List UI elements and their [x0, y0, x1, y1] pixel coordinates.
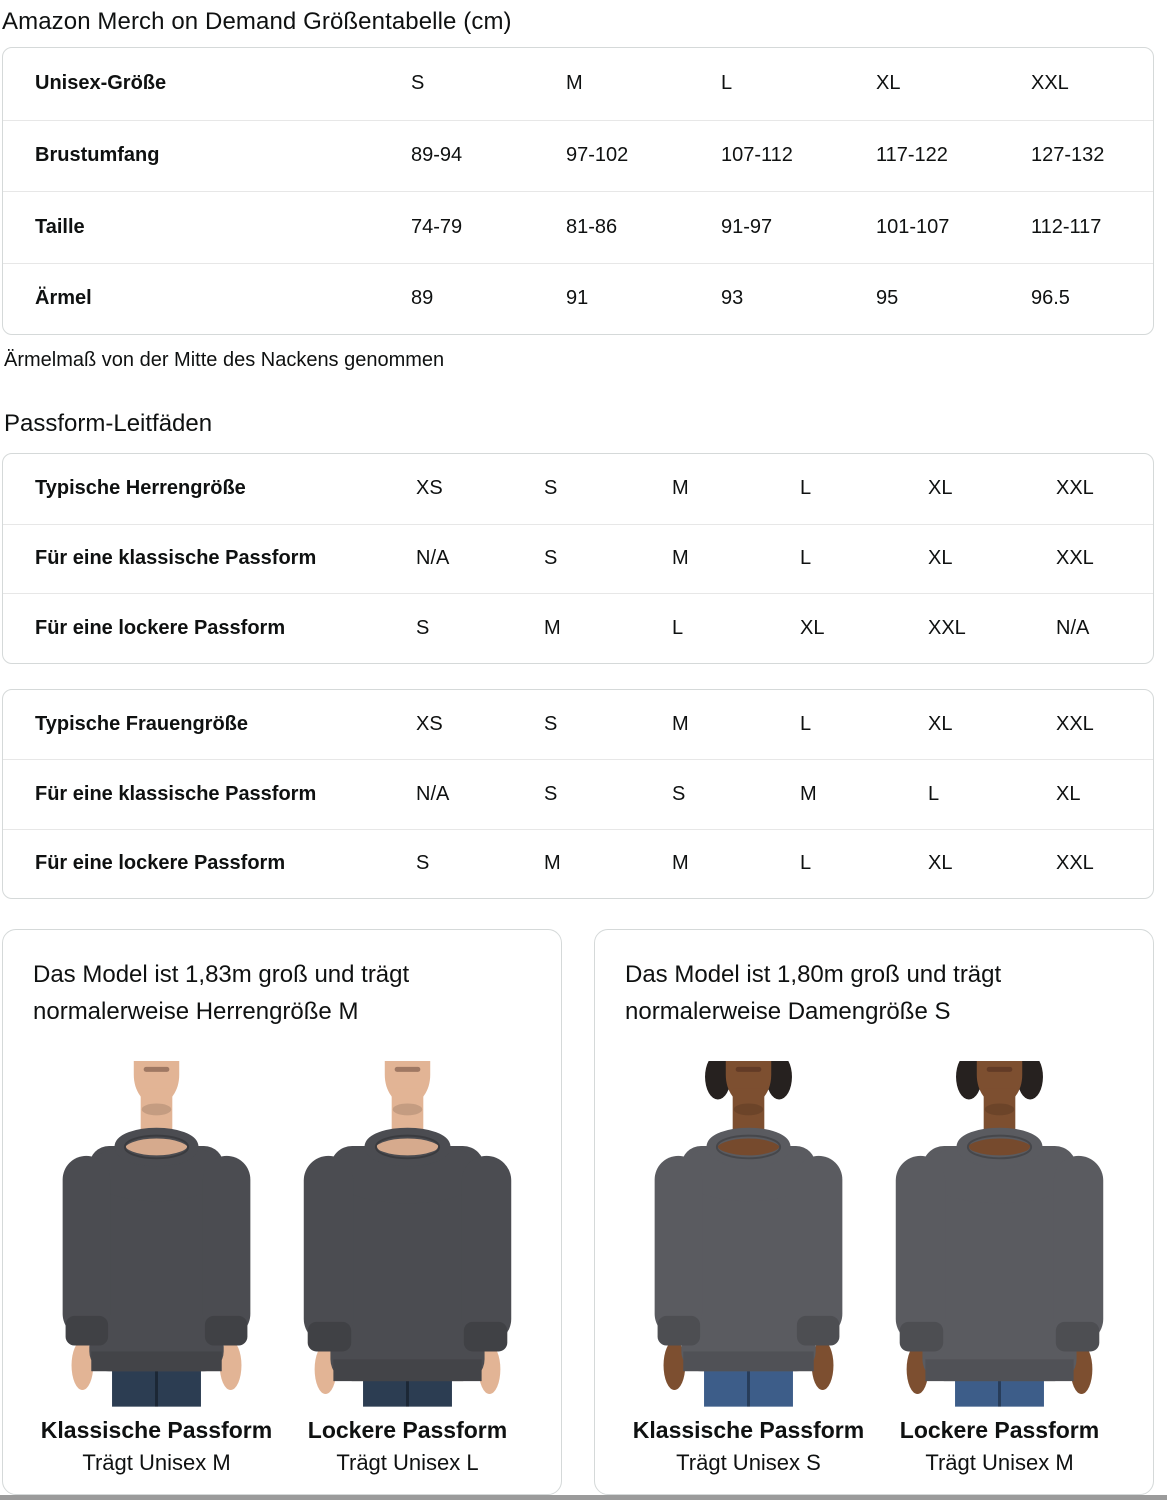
size-cell: M: [672, 852, 689, 875]
size-cell: XXL: [1056, 712, 1094, 735]
table-row: [3, 524, 1153, 594]
size-cell: N/A: [416, 782, 450, 805]
size-cell: 89: [411, 287, 434, 310]
figures-row: [625, 1048, 1123, 1476]
size-cell: 127-132: [1031, 144, 1105, 167]
size-cell: M: [672, 547, 689, 570]
row-label: Für eine klassische Passform: [35, 782, 317, 805]
size-cell: L: [672, 616, 684, 639]
figure-classic-fit: [33, 1048, 280, 1476]
size-cell: XL: [1056, 782, 1081, 805]
size-cell: L: [800, 477, 812, 500]
female-model-classic-photo: [625, 1061, 872, 1407]
row-label: Taille: [35, 215, 85, 238]
size-cell: 96.5: [1031, 287, 1070, 310]
size-cell: 91-97: [721, 215, 773, 238]
model-card-women: [594, 929, 1154, 1495]
figure-classic-fit: [625, 1048, 872, 1476]
size-cell: L: [800, 852, 812, 875]
table-row: [3, 120, 1153, 192]
size-cell: 95: [876, 287, 899, 310]
size-cell: M: [800, 782, 817, 805]
fit-table-women: [2, 689, 1154, 900]
size-cell: L: [928, 782, 940, 805]
size-cell: 74-79: [411, 215, 463, 238]
size-cell: S: [544, 712, 558, 735]
size-cell: S: [672, 782, 686, 805]
size-cell: XS: [416, 712, 443, 735]
fit-name: Lockere Passform: [307, 1417, 508, 1443]
size-cell: N/A: [416, 547, 450, 570]
row-label: Unisex-Größe: [35, 72, 167, 95]
sizing-note: Ärmelmaß von der Mitte des Nackens genommen: [4, 349, 445, 371]
size-cell: XXL: [1056, 477, 1094, 500]
size-cell: XL: [928, 852, 953, 875]
fit-size: Trägt Unisex M: [925, 1450, 1074, 1475]
size-cell: XXL: [1031, 72, 1069, 95]
fit-name: Klassische Passform: [632, 1417, 865, 1443]
size-cell: 97-102: [566, 144, 629, 167]
model-description: Das Model ist 1,83m groß und trägt normalerweise Herrengröße M: [33, 961, 410, 1025]
page-bottom-divider: [0, 1495, 1167, 1500]
size-cell: S: [544, 477, 558, 500]
size-cell: XL: [876, 72, 901, 95]
row-label: Typische Herrengröße: [35, 477, 246, 500]
size-cell: L: [800, 547, 812, 570]
male-model-loose-photo: [284, 1061, 531, 1407]
size-cell: M: [672, 477, 689, 500]
size-cell: 89-94: [411, 144, 463, 167]
fit-size: Trägt Unisex S: [676, 1450, 821, 1475]
size-cell: S: [416, 616, 430, 639]
size-cell: M: [672, 712, 689, 735]
model-card-men: [2, 929, 562, 1495]
table-row: [3, 690, 1153, 760]
row-label: Für eine lockere Passform: [35, 616, 286, 639]
table-row: [3, 593, 1153, 663]
size-cell: 91: [566, 287, 589, 310]
size-cell: S: [411, 72, 425, 95]
table-row: [3, 263, 1153, 335]
page-title: Amazon Merch on Demand Größentabelle (cm): [2, 8, 512, 35]
size-cell: XL: [928, 712, 953, 735]
size-cell: S: [416, 852, 430, 875]
fit-size: Trägt Unisex M: [82, 1450, 231, 1475]
size-cell: 101-107: [876, 215, 950, 238]
size-cell: M: [566, 72, 583, 95]
size-cell: N/A: [1056, 616, 1090, 639]
size-cell: XXL: [1056, 852, 1094, 875]
male-model-classic-photo: [33, 1061, 280, 1407]
figure-loose-fit: [284, 1048, 531, 1476]
row-label: Typische Frauengröße: [35, 712, 249, 735]
row-label: Brustumfang: [35, 144, 160, 167]
size-cell: XL: [800, 616, 825, 639]
table-row: [3, 829, 1153, 899]
row-label: Für eine klassische Passform: [35, 547, 317, 570]
fit-guides-heading: Passform-Leitfäden: [4, 410, 213, 437]
size-cell: L: [721, 72, 733, 95]
size-cell: 81-86: [566, 215, 618, 238]
size-cell: M: [544, 852, 561, 875]
fit-table-men: [2, 453, 1154, 664]
size-cell: S: [544, 782, 558, 805]
size-cell: XL: [928, 477, 953, 500]
table-row: [3, 48, 1153, 120]
row-label: Für eine lockere Passform: [35, 852, 286, 875]
size-cell: M: [544, 616, 561, 639]
size-cell: 107-112: [721, 144, 793, 167]
size-cell: 112-117: [1031, 215, 1102, 238]
figures-row: [33, 1048, 531, 1476]
size-cell: XS: [416, 477, 443, 500]
model-cards: [2, 929, 1154, 1495]
figure-loose-fit: [876, 1048, 1123, 1476]
female-model-loose-photo: [876, 1061, 1123, 1407]
size-cell: XL: [928, 547, 953, 570]
row-label: Ärmel: [35, 287, 92, 310]
size-cell: XXL: [1056, 547, 1094, 570]
size-cell: L: [800, 712, 812, 735]
model-description: Das Model ist 1,80m groß und trägt normalerweise Damengröße S: [625, 961, 1002, 1025]
table-row: [3, 191, 1153, 263]
table-row: [3, 759, 1153, 829]
fit-size: Trägt Unisex L: [336, 1450, 479, 1475]
size-cell: XXL: [928, 616, 966, 639]
size-cell: 93: [721, 287, 744, 310]
size-cell: 117-122: [876, 144, 948, 167]
size-cell: S: [544, 547, 558, 570]
fit-name: Klassische Passform: [40, 1417, 273, 1443]
table-row: [3, 454, 1153, 524]
fit-name: Lockere Passform: [899, 1417, 1100, 1443]
size-table: [2, 47, 1154, 335]
